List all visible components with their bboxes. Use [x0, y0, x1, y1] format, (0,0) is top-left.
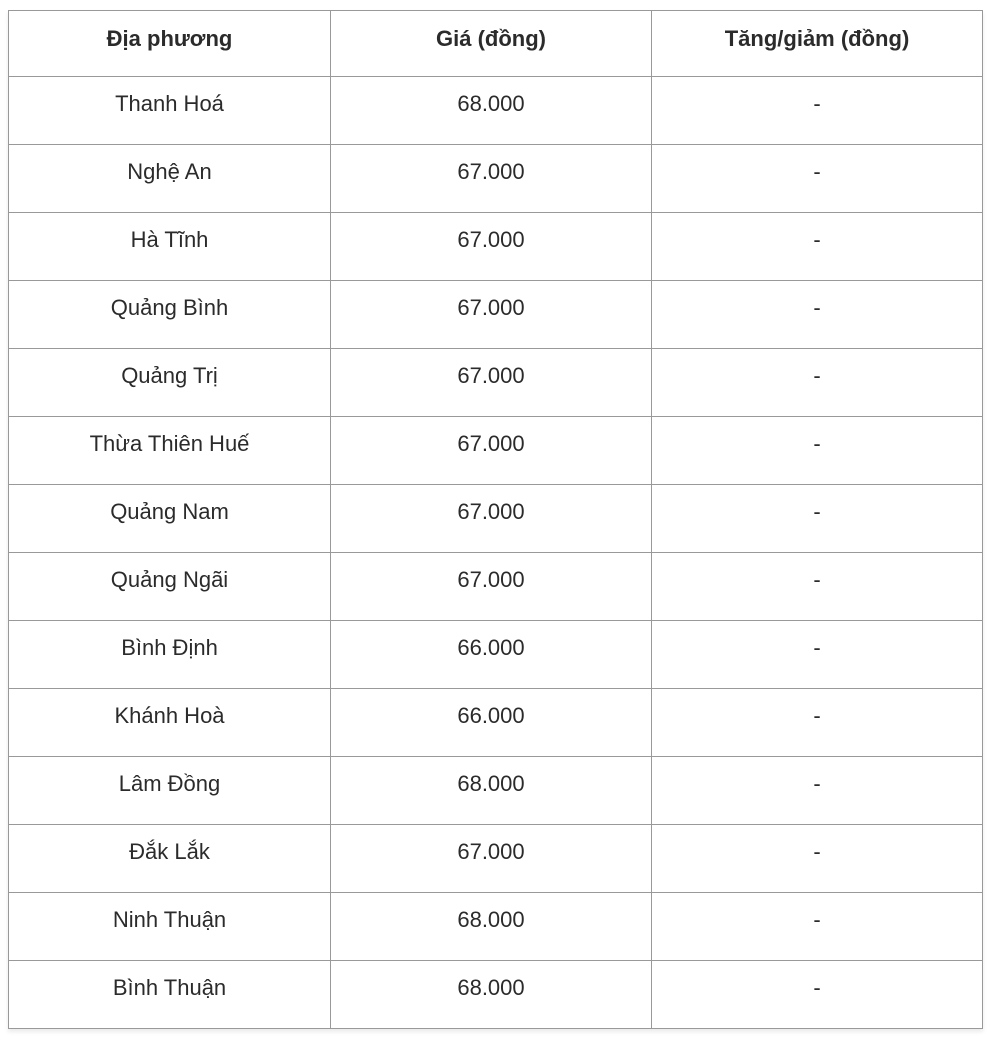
cell-location: Khánh Hoà — [9, 689, 331, 757]
cell-location: Ninh Thuận — [9, 893, 331, 961]
table-row — [9, 417, 983, 485]
cell-price: 68.000 — [331, 961, 652, 1029]
cell-change: - — [652, 281, 983, 349]
table-row — [9, 281, 983, 349]
cell-price: 67.000 — [331, 485, 652, 553]
cell-location: Quảng Bình — [9, 281, 331, 349]
cell-location: Quảng Nam — [9, 485, 331, 553]
cell-change: - — [652, 349, 983, 417]
cell-price: 67.000 — [331, 417, 652, 485]
table-row — [9, 77, 983, 145]
cell-change: - — [652, 145, 983, 213]
table-row — [9, 349, 983, 417]
cell-location: Quảng Ngãi — [9, 553, 331, 621]
table-row — [9, 893, 983, 961]
cell-price: 66.000 — [331, 689, 652, 757]
price-table — [8, 10, 983, 1029]
col-header-price: Giá (đồng) — [331, 11, 652, 77]
cell-change: - — [652, 213, 983, 281]
cell-change: - — [652, 893, 983, 961]
cell-change: - — [652, 689, 983, 757]
cell-location: Lâm Đồng — [9, 757, 331, 825]
cell-change: - — [652, 485, 983, 553]
cell-price: 67.000 — [331, 213, 652, 281]
price-table-container — [8, 10, 982, 1029]
cell-location: Thừa Thiên Huế — [9, 417, 331, 485]
table-row — [9, 213, 983, 281]
table-header-row — [9, 11, 983, 77]
cell-location: Hà Tĩnh — [9, 213, 331, 281]
cell-change: - — [652, 417, 983, 485]
cell-change: - — [652, 553, 983, 621]
table-row — [9, 689, 983, 757]
cell-price: 67.000 — [331, 145, 652, 213]
cell-price: 67.000 — [331, 553, 652, 621]
cell-location: Bình Thuận — [9, 961, 331, 1029]
cell-price: 66.000 — [331, 621, 652, 689]
cell-price: 67.000 — [331, 349, 652, 417]
table-row — [9, 961, 983, 1029]
table-row — [9, 757, 983, 825]
col-header-change: Tăng/giảm (đồng) — [652, 11, 983, 77]
cell-change: - — [652, 825, 983, 893]
cell-price: 67.000 — [331, 825, 652, 893]
col-header-location: Địa phương — [9, 11, 331, 77]
cell-location: Thanh Hoá — [9, 77, 331, 145]
cell-change: - — [652, 961, 983, 1029]
table-row — [9, 485, 983, 553]
cell-change: - — [652, 77, 983, 145]
cell-change: - — [652, 621, 983, 689]
cell-location: Quảng Trị — [9, 349, 331, 417]
cell-location: Nghệ An — [9, 145, 331, 213]
cell-price: 68.000 — [331, 757, 652, 825]
cell-price: 68.000 — [331, 893, 652, 961]
cell-price: 68.000 — [331, 77, 652, 145]
table-row — [9, 553, 983, 621]
table-row — [9, 825, 983, 893]
cell-location: Bình Định — [9, 621, 331, 689]
cell-price: 67.000 — [331, 281, 652, 349]
table-row — [9, 145, 983, 213]
cell-location: Đắk Lắk — [9, 825, 331, 893]
cell-change: - — [652, 757, 983, 825]
table-row — [9, 621, 983, 689]
